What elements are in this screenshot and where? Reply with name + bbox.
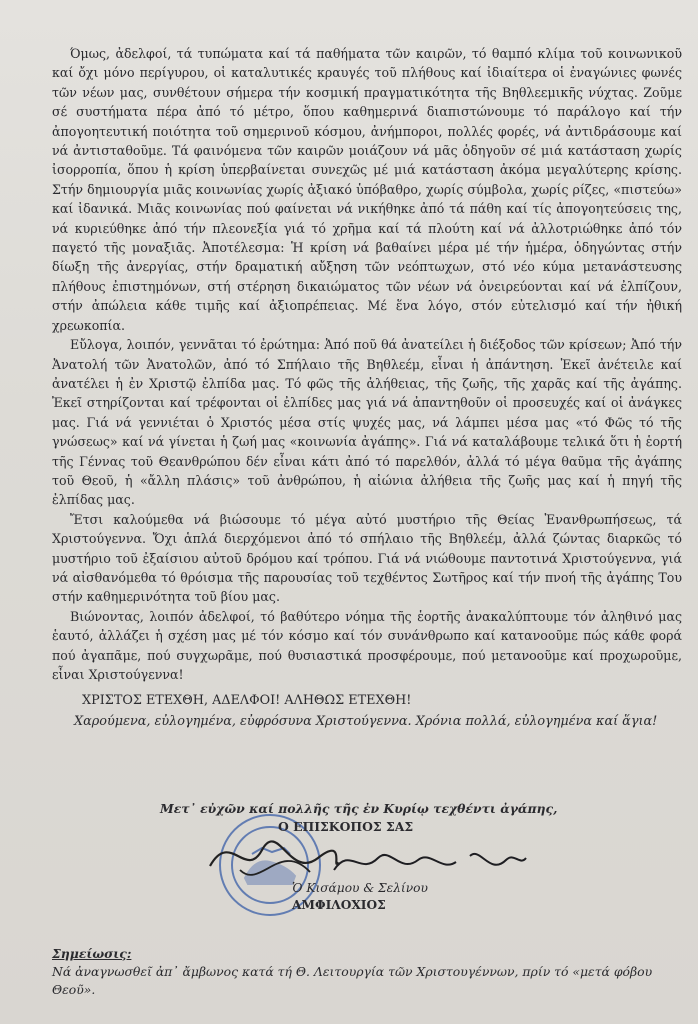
paragraph-2: Εὔλογα, λοιπόν, γεννᾶται τό ἐρώτημα: Ἀπό ποῦ θά ἀνατείλει ἡ διέξοδος τῶν κρίσεων; Ἀπό τήν Ἀνατολή τῶν Ἀνατολῶν, ἀπό τό Σπήλαιο τῆς Βηθλεέμ, εἶναι ἡ ἀπάντηση. Ἐκεῖ ἀνέτειλε καί ἀνατέλει ἡ ἐν Χριστῷ ἐλπίδα μας. Τό φῶς τῆς ἀλήθειας, τῆς ζωῆς, τῆς χαρᾶς καί τῆς ἀγάπης. Ἐκεῖ στηρίζονται καί τρέφονται οἱ ἐλπίδες μας γιά νά ἀπαντηθοῦν οἱ προσευχές καί οἱ ἀνάγκες μας. Γιά νά γεννιέται ὁ Χριστός μέσα στίς ψυχές μας, νά λάμπει μέσα μας «τό Φῶς τό τῆς γνώσεως» καί νά γίνεται ἡ ζωή μας «κοινωνία ἀγάπης». Γιά νά καταλάβουμε τελικά ὅτι ἡ ἑορτή τῆς Γέννας τοῦ Θεανθρώπου δέν εἶναι κάτι ἀπό τό παρελθόν, ἀλλά τό μέγα θαῦμα τῆς ἀγάπης τοῦ Θεοῦ, ἡ «ἄλλη πλάσις» τοῦ ἀνθρώπου, ἡ αἰώνια ἀλήθεια τῆς ζωῆς μας καί ἡ πηγή τῆς ἐλπίδας μας. [52,337,682,508]
reading-note [52,945,672,999]
christmas-greeting [74,690,684,732]
closing-title: Ο ΕΠΙΣΚΟΠΟΣ ΣΑΣ [278,819,414,834]
paragraph-1: Όμως, ἀδελφοί, τά τυπώματα καί τά παθήματα τῶν καιρῶν, τό θαμπό κλίμα τοῦ κοινωνικοῦ καί ὄχι μόνο περίγυρου, οἱ καταλυτικές κραυγές τοῦ πλήθους καί ἰδιαίτερα οἱ ἐναγώνιες φωνές τῶν νέων μας, συνθέτουν σήμερα τήν κοσμική πραγματικότητα τῆς Βηθλεεμικῆς νύχτας. Ζοῦμε σέ συστήματα πέρα ἀπό τό μέτρο, ὅπου καθημερινά διαπιστώνουμε τό παράλογο καί τήν ἀπογοητευτική ποιότητα τοῦ σημερινοῦ κόσμου, ἀνήμποροι, πολλές φορές, νά ἀντιδράσουμε καί νά ἀντισταθοῦμε. Τά φαινόμενα τῶν καιρῶν μοιάζουν νά μᾶς ὁδηγοῦν σέ μιά κατάσταση χωρίς ἰσορροπία, ὅπου ἡ κρίση ὑπερβαίνεται συνεχῶς μέ μιά κατάσταση ἀκόμα μεγαλύτερης κρίσης. Στήν δημιουργία μιᾶς κοινωνίας χωρίς ἀξιακό ὑπόβαθρο, χωρίς σύμβολα, χωρίς ρίζες, «πιστεύω» καί ἰδανικά. Μιᾶς κοινωνίας πού φαίνεται νά νικήθηκε ἀπό τά πάθη καί τίς ἀπογοητεύσεις της, νά κυριεύθηκε ἀπό τήν πλεονεξία γιά τό χρῆμα καί τά πλούτη καί νά ἀλλοτριώθηκε ἀπό τόν παγετό τῆς μοναξιᾶς. Ἀποτέλεσμα: Ἡ κρίση νά βαθαίνει μέρα μέ τήν ἡμέρα, ὁδηγώντας στήν δίωξη τῆς ἀνεργίας, στήν δραματική αὔξηση τῶν νεόπτωχων, στό νέο κύμα μετανάστευσης πλήθους ἐπιστημόνων, στή στέρηση δικαιώματος τῶν νέων νά ὀνειρεύονται καί νά ἐλπίζουν, στήν ἀπώλεια κάθε τιμῆς καί ἀξιοπρέπειας. Μέ ἕνα λόγο, στόν εὐτελισμό καί τήν ἠθική χρεωκοπία. [52,46,682,333]
greeting-caps: ΧΡΙΣΤΟΣ ΕΤΕΧΘΗ, ΑΔΕΛΦΟΙ! ΑΛΗΘΩΣ ΕΤΕΧΘΗ! [82,693,412,708]
paragraph-3: Ἔτσι καλούμεθα νά βιώσουμε τό μέγα αὐτό μυστήριο τῆς Θείας Ἐνανθρωπήσεως, τά Χριστούγεννα. Ὄχι ἁπλά διερχόμενοι ἀπό τό σπήλαιο τῆς Βηθλεέμ, ἀλλά ζώντας διαρκῶς τό μυστήριο τοῦ ἐξαίσιου αὐτοῦ δρόμου καί τρόπου. Γιά νά νιώθουμε παντοτινά Χριστούγεννα, γιά νά αἰσθανόμεθα τό θρόισμα τῆς παρουσίας τοῦ τεχθέντος Σωτῆρος καί τήν πνοή τῆς ἀγάπης Του στήν καθημερινότητα τοῦ βίου μας. [52,511,682,605]
closing-block [160,800,580,836]
see-title: Ὁ Κισάμου & Σελίνου [292,881,428,895]
paragraph-4: Βιώνοντας, λοιπόν ἀδελφοί, τό βαθύτερο νόημα τῆς ἑορτῆς ἀνακαλύπτουμε τόν ἀληθινό μας ἑαυτό, ἀλλάζει ἡ σχέση μας μέ τόν κόσμο καί τόν συνάνθρωπο καί κατανοοῦμε πώς κάθε φορά πού ἀγαπᾶμε, πού συγχωρᾶμε, πού θυσιαστικά προσφέρουμε, πού μετανοοῦμε καί προχωροῦμε, εἶναι Χριστούγεννα! [52,608,682,682]
signature-block [292,880,428,914]
letter-body [52,44,682,684]
note-text: Νά ἀναγνωσθεῖ ἀπ᾽ ἄμβωνος κατά τή Θ. Λειτουργία τῶν Χριστουγέννων, πρίν τό «μετά φόβου Θεοῦ». [52,964,653,997]
bishop-name: ΑΜΦΙΛΟΧΙΟΣ [292,898,386,912]
note-label: Σημείωσις: [52,946,132,961]
signature-icon [330,836,530,886]
greeting-wish: Χαρούμενα, εὐλογημένα, εὐφρόσυνα Χριστούγεννα. Χρόνια πολλά, εὐλογημένα καί ἅγια! [74,714,658,729]
closing-line: Μετ᾽ εὐχῶν καί πολλῆς τῆς ἐν Κυρίῳ τεχθέντι ἀγάπης, [160,801,558,816]
